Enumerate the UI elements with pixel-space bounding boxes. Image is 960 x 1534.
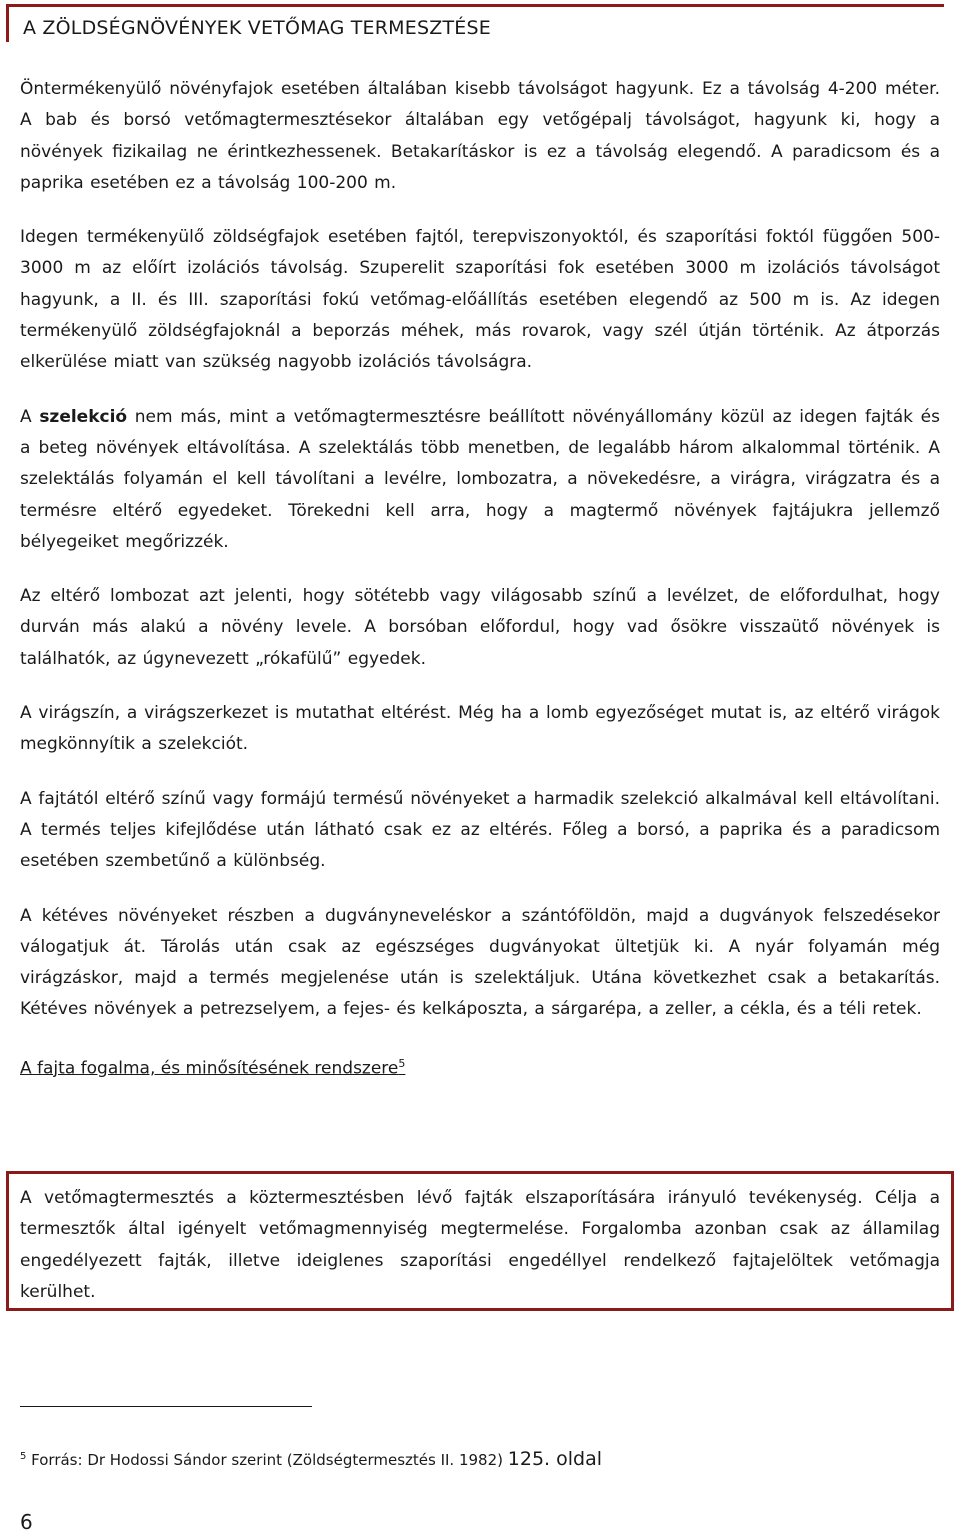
footnote-mark: 5 xyxy=(20,1451,27,1462)
paragraph-selection xyxy=(20,402,940,558)
footnote xyxy=(20,1448,602,1470)
chapter-title: A ZÖLDSÉGNÖVÉNYEK VETŐMAG TERMESZTÉSE xyxy=(23,17,491,39)
footnote-divider xyxy=(20,1406,312,1407)
paragraph-biennial: A kétéves növényeket részben a dugványneveléskor a szántóföldön, majd a dugványok felszedésekor válogatjuk át. Tárolás után csak az egészséges dugványokat ültetjük ki. A nyár folyamán még virágzáskor, majd a termés megjelenése után is szelektáljuk. Utána következhet csak a betakarítás. Kétéves növények a petrezselyem, a fejes- és kelkáposzta, a sárgarépa, a zeller, a cékla, és a téli retek. xyxy=(20,905,940,1020)
definition-text: A vetőmagtermesztés a köztermesztésben lévő fajták elszaporítására irányuló tevékenység. Célja a termesztők által igényelt vetőmagmennyiség megtermelése. Forgalomba azonban csak az államilag engedélyezett fajták, illetve ideiglenes szaporítási engedéllyel rendelkező fajtajelöltek vetőmagja kerülhet. xyxy=(20,1188,940,1302)
paragraph-flower: A virágszín, a virágszerkezet is mutathat eltérést. Még ha a lomb egyezőséget mutat is, az eltérő virágok megkönnyítik a szelekciót. xyxy=(20,703,940,755)
section-footnote-ref[interactable]: 5 xyxy=(398,1056,406,1070)
selection-term: szelekció xyxy=(39,406,128,427)
definition-box xyxy=(6,1171,954,1311)
footnote-page: 125. oldal xyxy=(507,1448,602,1470)
section-heading xyxy=(20,1049,940,1084)
chapter-header xyxy=(6,4,944,42)
paragraph-fruit: A fajtától eltérő színű vagy formájú termésű növényeket a harmadik szelekció alkalmával kell eltávolítani. A termés teljes kifejlődése után látható csak ez az eltérés. Főleg a borsó, a paprika és a paradicsom esetében szembetűnő a különbség. xyxy=(20,788,940,872)
footnote-text: Forrás: Dr Hodossi Sándor szerint (Zöldségtermesztés II. 1982) xyxy=(26,1451,508,1469)
paragraph-cross-pollinating: Idegen termékenyülő zöldségfajok esetében fajtól, terepviszonyoktól, és szaporítási foktól függően 500-3000 m az előírt izolációs távolság. Szuperelit szaporítási fok esetében 3000 m izolációs távolságot hagyunk, a II. és III. szaporítási fokú vetőmag-előállítás esetében elegendő az 500 m is. Az idegen termékenyülő zöldségfajoknál a beporzás méhek, más rovarok, vagy szél útján történik. Az átporzás elkerülése miatt van szükség nagyobb izolációs távolságra. xyxy=(20,227,940,373)
paragraph-foliage: Az eltérő lombozat azt jelenti, hogy sötétebb vagy világosabb színű a levélzet, de előfordulhat, hogy durván más alakú a növény levele. A borsóban előfordul, hogy vad ősökre visszaütő növények is találhatók, az úgynevezett „rókafülű” egyedek. xyxy=(20,586,940,669)
page-number: 6 xyxy=(20,1510,33,1534)
paragraph-self-pollinating: Öntermékenyülő növényfajok esetében általában kisebb távolságot hagyunk. Ez a távolság 4-200 méter. A bab és borsó vetőmagtermesztésekor általában egy vetőgépalj távolságot, hagyunk ki, hogy a növények fizikailag ne érintkezhessenek. Betakarításkor is ez a távolság elegendő. A paradicsom és a paprika esetében ez a távolság 100-200 m. xyxy=(20,79,940,193)
section-heading-text: A fajta fogalma, és minősítésének rendszere xyxy=(20,1058,399,1079)
paragraph-selection-lead: A xyxy=(20,406,40,427)
paragraph-selection-rest: nem más, mint a vetőmagtermesztésre beállított növényállomány közül az idegen fajták és a beteg növények eltávolítása. A szelektálás több menetben, de legalább három alkalommal történik. A szelektálás folyamán el kell távolítani a levélre, lombozatra, a növekedésre, a virágra, virágzatra és a termésre eltérő egyedeket. Törekedni kell arra, hogy a magtermő növények fajtájukra jellemző bélyegeiket megőrizzék. xyxy=(20,406,940,552)
body-text xyxy=(20,74,940,1093)
